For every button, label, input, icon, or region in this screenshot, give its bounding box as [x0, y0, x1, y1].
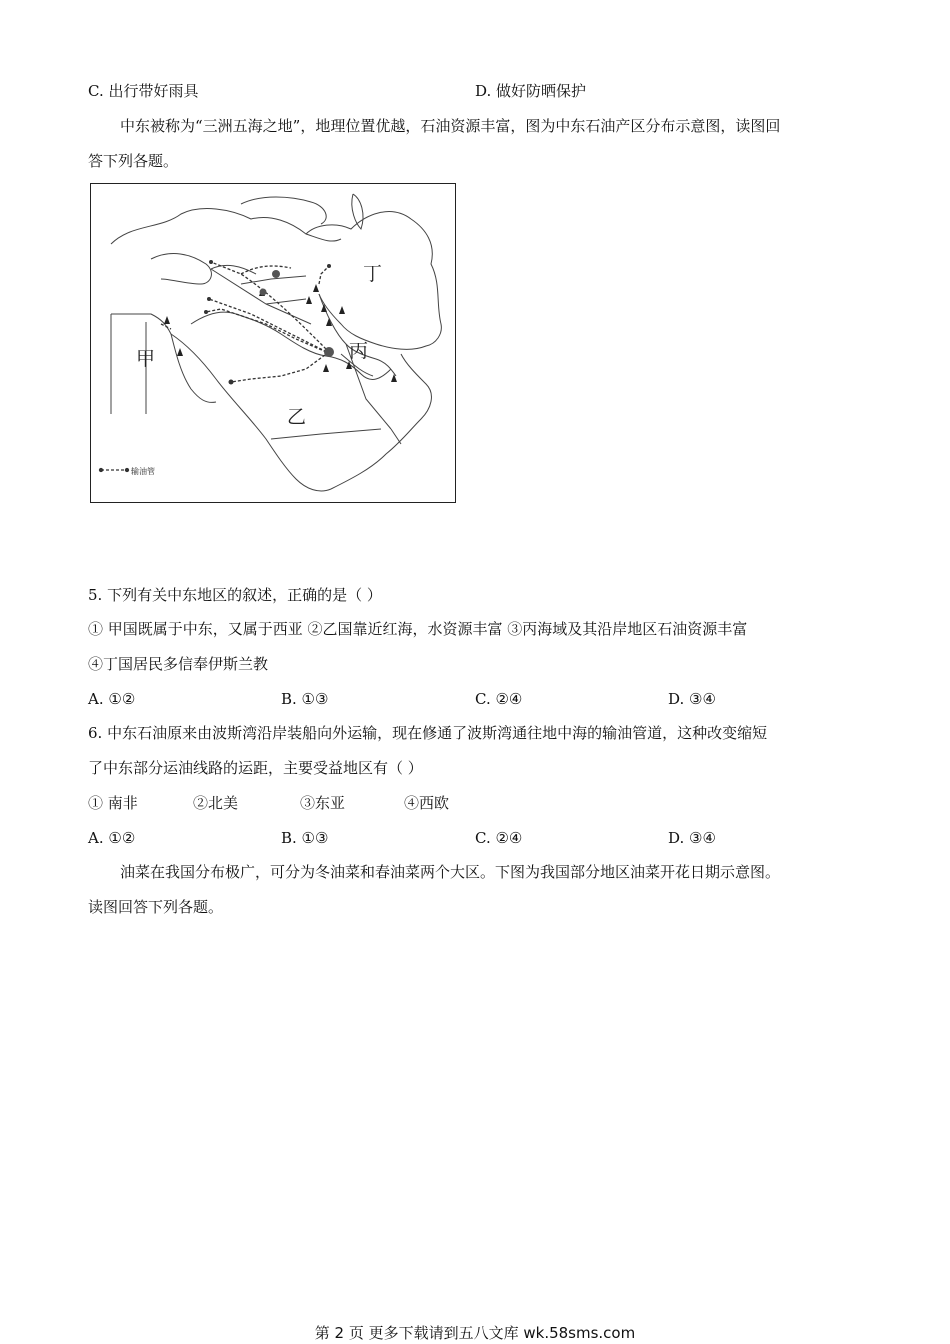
q6-item-1: ① 南非 — [88, 794, 138, 812]
intro-mideast-line1: 中东被称为“三洲五海之地”，地理位置优越，石油资源丰富，图为中东石油产区分布示意图，读图回 — [120, 117, 781, 135]
map-legend-label: 输油管 — [131, 467, 155, 476]
intro-rapeseed-line2: 读图回答下列各题。 — [88, 898, 224, 916]
q6-option-c: C. ②④ — [475, 829, 523, 847]
q4-option-c: C. 出行带好雨具 — [88, 82, 199, 100]
q5-option-c: C. ②④ — [475, 690, 523, 708]
q6-item-4: ④西欧 — [404, 794, 450, 812]
q5-option-a: A. ①② — [88, 690, 136, 708]
q6-option-b: B. ①③ — [281, 829, 329, 847]
q5-option-b: B. ①③ — [281, 690, 329, 708]
q6-option-d: D. ③④ — [668, 829, 716, 847]
map-label-bing: 丙 — [349, 340, 369, 362]
page-footer: 第 2 页 更多下载请到五八文库 wk.58sms.com — [314, 1324, 636, 1342]
middle-east-oil-map — [90, 183, 456, 503]
map-label-ding: 丁 — [363, 263, 383, 285]
q6-option-a: A. ①② — [88, 829, 136, 847]
q5-items-line1: ① 甲国既属于中东，又属于西亚 ②乙国靠近红海，水资源丰富 ③丙海域及其沿岸地区石油资源丰富 — [88, 620, 748, 638]
map-label-yi: 乙 — [287, 406, 307, 428]
map-label-jia: 甲 — [136, 348, 156, 370]
q4-option-d: D. 做好防晒保护 — [475, 82, 587, 100]
q5-stem: 5. 下列有关中东地区的叙述，正确的是（ ） — [88, 586, 382, 604]
intro-rapeseed-line1: 油菜在我国分布极广，可分为冬油菜和春油菜两个大区。下图为我国部分地区油菜开花日期示意图。 — [120, 863, 781, 881]
q5-option-d: D. ③④ — [668, 690, 716, 708]
intro-mideast-line2: 答下列各题。 — [88, 152, 179, 170]
q6-stem-line1: 6. 中东石油原来由波斯湾沿岸装船向外运输，现在修通了波斯湾通往地中海的输油管道，这种改变缩短 — [88, 724, 768, 742]
q5-items-line2: ④丁国居民多信奉伊斯兰教 — [88, 655, 269, 673]
q6-item-3: ③东亚 — [300, 794, 346, 812]
q6-item-2: ②北美 — [193, 794, 239, 812]
oil-well-icon — [164, 284, 397, 382]
q6-stem-line2: 了中东部分运油线路的运距，主要受益地区有（ ） — [88, 759, 423, 777]
